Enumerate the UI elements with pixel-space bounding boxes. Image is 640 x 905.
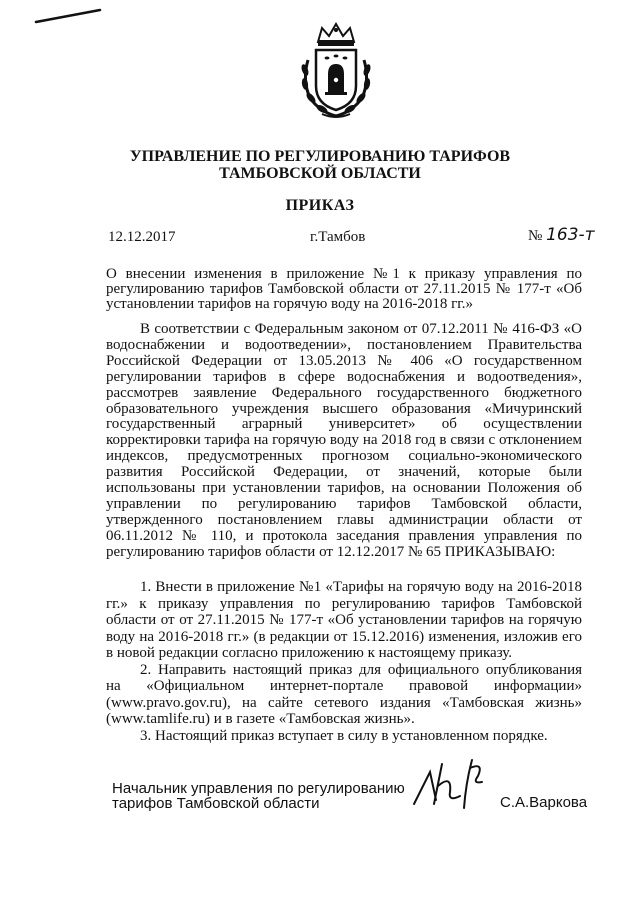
order-items — [106, 579, 582, 744]
order-item-2: 2. Направить настоящий приказ для официального опубликования на «Официальном интернет-портале правовой информации» (www.pravo.gov.ru), на сайте сетевого издания «Тамбовская жизнь» (www.tamlife.ru) и в газете «Тамбовская жизнь». — [106, 661, 582, 727]
document-subject: О внесении изменения в приложение №1 к приказу управления по регулированию тарифов Тамбовской области от 27.11.2015 № 177-т «Об установлении тарифов на горячую воду на 2016-2018 гг.» — [106, 266, 582, 312]
signer-position-line-1: Начальник управления по регулированию — [112, 780, 405, 797]
handwritten-signature — [408, 752, 498, 812]
preamble-section — [106, 322, 582, 561]
signer-position-line-2: тарифов Тамбовской области — [112, 795, 320, 812]
preamble-paragraph: В соответствии с Федеральным законом от 07.12.2011 № 416-ФЗ «О водоснабжении и водоотведении», постановлением Правительства Российской Федерации от 13.05.2013 № 406 «О государственном регулировании тарифов в сфере водоснабжения и водоотведения», рассмотрев заявление Федерального государственного бюджетного образовательного учреждения высшего образования «Мичуринский государственный аграрный университет» об осуществлении корректировки тарифа на горячую воду на 2018 год в связи с отклонением индексов, предусмотренных прогнозом социально-экономического развития Российской Федерации, от значений, которые были использованы при установлении тарифов, на основании Положения об управлении по регулированию тарифов Тамбовской области, утвержденного постановлением главы администрации области от 06.11.2012 № 110, и протокола заседания правления управления по регулированию тарифов области от 12.12.2017 № 65 ПРИКАЗЫВАЮ: — [106, 321, 582, 560]
order-item-1: 1. Внести в приложение №1 «Тарифы на горячую воду на 2016-2018 гг.» к приказу управления по регулированию тарифов Тамбовской области от от 27.11.2015 № 177-т «Об установлении тарифов на горячую воду на 2016-2018 гг.» (в редакции от 15.12.2016) изменения, изложив его в новой редакции согласно приложению к настоящему приказу. — [106, 579, 582, 661]
authority-line-1: УПРАВЛЕНИЕ ПО РЕГУЛИРОВАНИЮ ТАРИФОВ — [129, 148, 511, 165]
number-sign: № — [528, 228, 543, 244]
signer-position — [112, 781, 405, 811]
signer-name: С.А.Варкова — [500, 794, 588, 811]
document-date: 12.12.2017 — [108, 229, 176, 245]
issuing-authority — [100, 148, 540, 182]
document-city: г.Тамбов — [310, 229, 366, 245]
document-type-title: ПРИКАЗ — [285, 197, 355, 214]
tambov-coat-of-arms-icon — [296, 20, 376, 120]
pen-stroke-mark — [34, 6, 104, 26]
authority-line-2: ТАМБОВСКОЙ ОБЛАСТИ — [219, 165, 421, 182]
handwritten-number: 163-т — [546, 225, 595, 245]
order-item-3: 3. Настоящий приказ вступает в силу в установленном порядке. — [140, 727, 548, 744]
document-number — [528, 225, 595, 245]
